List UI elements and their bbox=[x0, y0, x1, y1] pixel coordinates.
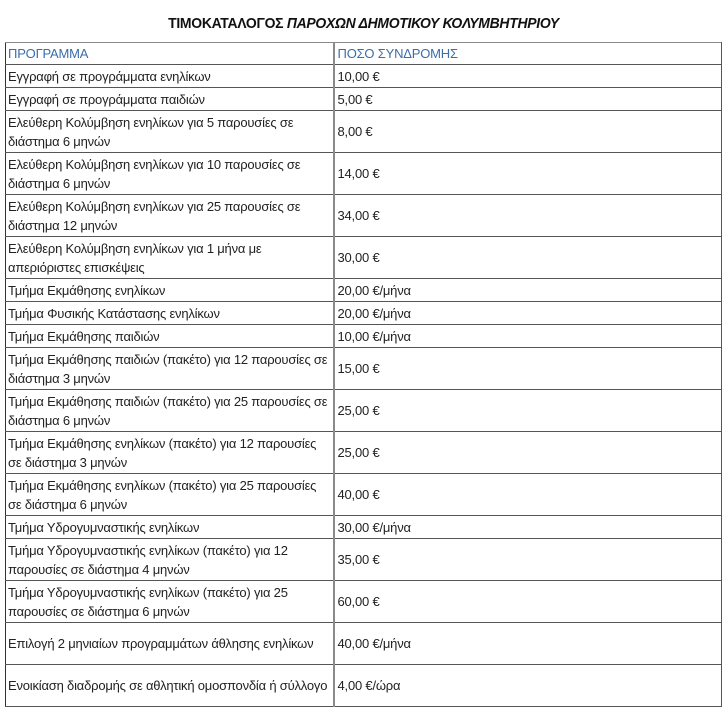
program-name: Ελεύθερη Κολύμβηση ενηλίκων για 1 μήνα με απεριόριστες επισκέψεις bbox=[8, 240, 262, 275]
fee-cell: 40,00 €/μήνα bbox=[334, 623, 722, 665]
title-upright: ΤΙΜΟΚΑΤΑΛΟΓΟΣ bbox=[168, 15, 284, 32]
fee-cell: 14,00 € bbox=[334, 153, 722, 195]
program-cell bbox=[6, 65, 334, 88]
program-name: Ελεύθερη Κολύμβηση ενηλίκων για 5 παρουσίες σε διάστημα 6 μηνών bbox=[8, 114, 294, 149]
program-cell bbox=[6, 390, 334, 432]
table-row bbox=[6, 88, 722, 111]
program-name: Τμήμα Εκμάθησης παιδιών bbox=[8, 328, 160, 344]
table-row bbox=[6, 153, 722, 195]
header-program: ΠΡΟΓΡΑΜΜΑ bbox=[6, 43, 334, 65]
program-name: Τμήμα Υδρογυμναστικής ενηλίκων (πακέτο) για 12 παρουσίες σε διάστημα 4 μηνών bbox=[8, 542, 288, 577]
table-row bbox=[6, 237, 722, 279]
program-cell bbox=[6, 88, 334, 111]
program-name: Τμήμα Εκμάθησης ενηλίκων bbox=[8, 282, 166, 298]
program-cell bbox=[6, 325, 334, 348]
fee-cell: 30,00 € bbox=[334, 237, 722, 279]
program-cell bbox=[6, 237, 334, 279]
program-name: Τμήμα Εκμάθησης παιδιών (πακέτο) για 25 παρουσίες σε διάστημα 6 μηνών bbox=[8, 393, 328, 428]
program-name: Τμήμα Εκμάθησης ενηλίκων (πακέτο) για 12 παρουσίες σε διάστημα 3 μηνών bbox=[8, 435, 317, 470]
program-name: Τμήμα Υδρογυμναστικής ενηλίκων (πακέτο) για 25 παρουσίες σε διάστημα 6 μηνών bbox=[8, 584, 288, 619]
program-name: Εγγραφή σε προγράμματα παιδιών bbox=[8, 91, 205, 107]
program-cell bbox=[6, 111, 334, 153]
table-row bbox=[6, 665, 722, 707]
program-name: Επιλογή 2 μηνιαίων προγραμμάτων άθλησης ενηλίκων bbox=[8, 636, 314, 651]
table-row bbox=[6, 302, 722, 325]
page-title bbox=[25, 14, 701, 34]
table-row bbox=[6, 432, 722, 474]
fee-cell: 30,00 €/μήνα bbox=[334, 516, 722, 539]
program-cell bbox=[6, 516, 334, 539]
table-row bbox=[6, 111, 722, 153]
program-cell bbox=[6, 581, 334, 623]
table-row bbox=[6, 516, 722, 539]
header-fee: ΠΟΣΟ ΣΥΝΔΡΟΜΗΣ bbox=[334, 43, 722, 65]
table-row bbox=[6, 348, 722, 390]
table-row bbox=[6, 390, 722, 432]
table-row bbox=[6, 623, 722, 665]
program-name: Τμήμα Φυσικής Κατάστασης ενηλίκων bbox=[8, 305, 220, 321]
table-row bbox=[6, 581, 722, 623]
program-cell bbox=[6, 432, 334, 474]
fee-cell: 8,00 € bbox=[334, 111, 722, 153]
fee-cell: 4,00 €/ώρα bbox=[334, 665, 722, 707]
fee-cell: 25,00 € bbox=[334, 390, 722, 432]
program-name: Τμήμα Εκμάθησης παιδιών (πακέτο) για 12 παρουσίες σε διάστημα 3 μηνών bbox=[8, 351, 328, 386]
title-italic: ΠΑΡΟΧΩΝ ΔΗΜΟΤΙΚΟΥ ΚΟΛΥΜΒΗΤΗΡΙΟΥ bbox=[286, 15, 559, 32]
fee-cell: 15,00 € bbox=[334, 348, 722, 390]
fee-cell: 20,00 €/μήνα bbox=[334, 279, 722, 302]
fee-cell: 10,00 €/μήνα bbox=[334, 325, 722, 348]
table-row bbox=[6, 539, 722, 581]
program-cell bbox=[6, 623, 334, 665]
fee-cell: 35,00 € bbox=[334, 539, 722, 581]
table-row bbox=[6, 195, 722, 237]
program-name: Ελεύθερη Κολύμβηση ενηλίκων για 25 παρουσίες σε διάστημα 12 μηνών bbox=[8, 198, 301, 233]
program-cell bbox=[6, 195, 334, 237]
program-name: Τμήμα Υδρογυμναστικής ενηλίκων bbox=[8, 519, 200, 535]
fee-cell: 34,00 € bbox=[334, 195, 722, 237]
program-cell bbox=[6, 279, 334, 302]
program-cell bbox=[6, 474, 334, 516]
program-cell bbox=[6, 302, 334, 325]
program-name: Τμήμα Εκμάθησης ενηλίκων (πακέτο) για 25 παρουσίες σε διάστημα 6 μηνών bbox=[8, 477, 317, 512]
table-row bbox=[6, 279, 722, 302]
program-name: Εγγραφή σε προγράμματα ενηλίκων bbox=[8, 68, 211, 84]
program-cell bbox=[6, 539, 334, 581]
table-body bbox=[6, 65, 722, 707]
program-cell bbox=[6, 348, 334, 390]
fee-cell: 25,00 € bbox=[334, 432, 722, 474]
fee-cell: 20,00 €/μήνα bbox=[334, 302, 722, 325]
program-name: Ενοικίαση διαδρομής σε αθλητική ομοσπονδία ή σύλλογο bbox=[8, 678, 328, 693]
fee-cell: 40,00 € bbox=[334, 474, 722, 516]
table-header-row bbox=[6, 43, 722, 65]
program-cell bbox=[6, 665, 334, 707]
table-row bbox=[6, 325, 722, 348]
price-table bbox=[5, 42, 722, 707]
program-cell bbox=[6, 153, 334, 195]
fee-cell: 10,00 € bbox=[334, 65, 722, 88]
fee-cell: 5,00 € bbox=[334, 88, 722, 111]
program-name: Ελεύθερη Κολύμβηση ενηλίκων για 10 παρουσίες σε διάστημα 6 μηνών bbox=[8, 156, 301, 191]
table-row bbox=[6, 474, 722, 516]
fee-cell: 60,00 € bbox=[334, 581, 722, 623]
table-row bbox=[6, 65, 722, 88]
